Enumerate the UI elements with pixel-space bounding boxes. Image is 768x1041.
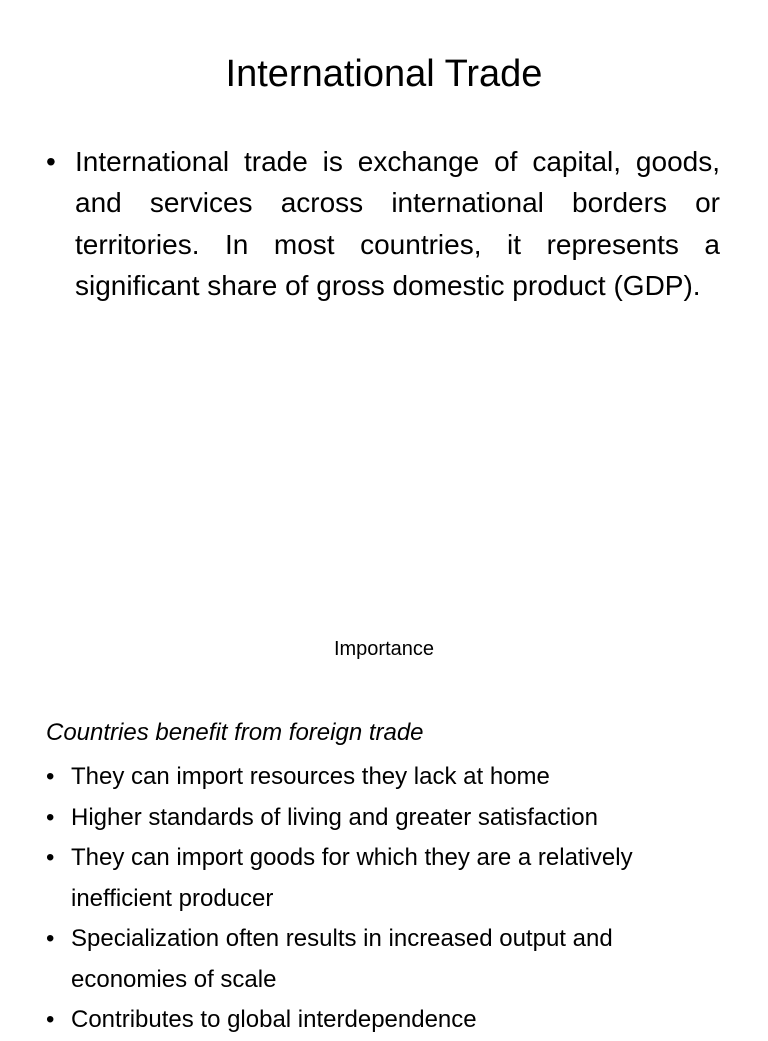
intro-bullet-text: International trade is exchange of capital, goods, and services across international borders or territories. In most countries, it represents a significant share of gross domestic product (GDP).	[75, 146, 720, 301]
bullet-icon: •	[46, 763, 55, 790]
benefit-text: Specialization often results in increased output and economies of scale	[71, 925, 613, 993]
bullet-icon: •	[46, 925, 55, 952]
intro-bullet-list	[46, 141, 720, 306]
benefit-list-item	[46, 757, 726, 798]
benefit-list-item	[46, 1000, 726, 1041]
bullet-icon: •	[46, 146, 56, 177]
benefit-list-item	[46, 838, 726, 919]
benefit-text: They can import goods for which they are a relatively inefficient producer	[71, 844, 633, 912]
benefit-text: They can import resources they lack at home	[71, 763, 550, 790]
intro-bullet-item	[46, 141, 720, 306]
benefit-bullet-list	[46, 757, 726, 1041]
section-heading-importance: Importance	[333, 638, 435, 660]
benefits-heading: Countries benefit from foreign trade	[46, 719, 424, 746]
bullet-icon: •	[46, 844, 55, 871]
benefit-list-item	[46, 919, 726, 1000]
bullet-icon: •	[46, 1006, 55, 1033]
slide-title: International Trade	[225, 53, 543, 95]
benefit-list-item	[46, 798, 726, 839]
benefit-text: Contributes to global interdependence	[71, 1006, 477, 1033]
benefit-text: Higher standards of living and greater satisfaction	[71, 803, 598, 831]
bullet-icon: •	[46, 803, 55, 831]
